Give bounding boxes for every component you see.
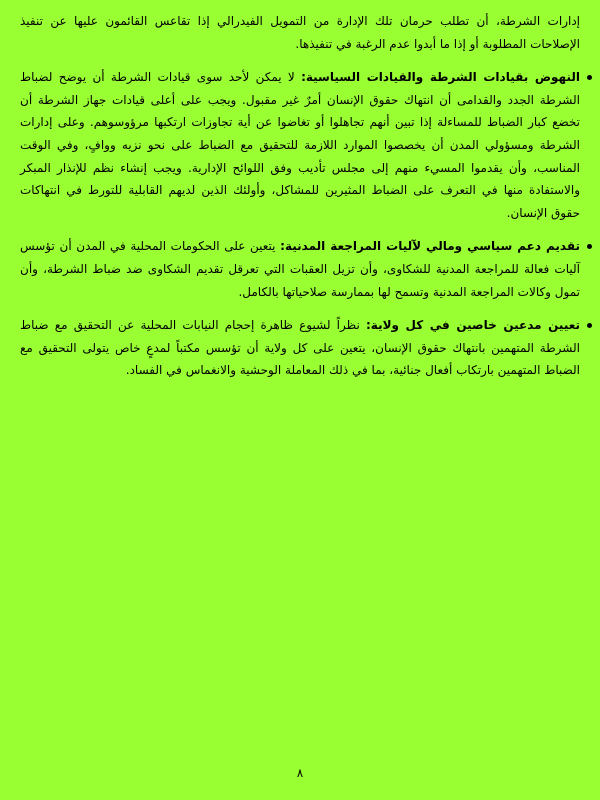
document-body (20, 10, 580, 382)
bullet-icon (587, 244, 592, 249)
page-number: ٨ (296, 766, 304, 780)
item-title: تقديم دعم سياسي ومالي لآليات المراجعة المدنية: (280, 239, 580, 254)
bullet-icon (587, 75, 592, 80)
list-item (20, 235, 580, 303)
bullet-icon (587, 323, 592, 328)
item-title: النهوض بقيادات الشرطة والقيادات السياسية: (301, 70, 580, 85)
list-item (20, 66, 580, 224)
item-body: يتعين على الحكومات المحلية في المدن أن تؤسس آليات فعالة للمراجعة المدنية للشكاوى، وأن تزيل العقبات التي تعرقل تقديم الشكاوى ضد ضباط الشرطة، وأن تمول وكالات المراجعة المدنية وتسمح لها بممارسة صلاحياتها بالكامل. (20, 239, 580, 299)
item-body: نظراً لشيوع ظاهرة إحجام النيابات المحلية عن التحقيق مع ضباط الشرطة المتهمين بانتهاك حقوق الإنسان، يتعين على كل ولاية أن تؤسس مكتباً لمدعٍ خاص يتولى التحقيق مع الضباط المتهمين بارتكاب أفعال جنائية، بما في ذلك المعاملة الوحشية والانغماس في الفساد. (20, 318, 580, 378)
item-body: لا يمكن لأحد سوى قيادات الشرطة أن يوضح لضباط الشرطة الجدد والقدامى أن انتهاك حقوق الإنسان أمرٌ غير مقبول. ويجب على أعلى قيادات جهاز الشرطة أن تخضع كبار الضباط للمساءلة إذا تبين أنهم تجاهلوا أو تغاضوا عن أية تجاوزات ارتكبها مرؤوسوهم. وعلى إدارات الشرطة ومسؤولي المدن أن يخصصوا الموارد اللازمة للتحقيق مع الضباط على نحو نزيه ووافٍ، وفي الوقت المناسب، وأن يقدموا المسيء منهم إلى مجلس تأديب وفق اللوائح الإدارية. ويجب إنشاء نظم للإنذار المبكر والاستفادة منها في التعرف على الضباط المثيرين للمشاكل، وأولئك الذين لديهم القابلية للتورط في انتهاكات حقوق الإنسان. (20, 70, 580, 220)
item-title: تعيين مدعين خاصين في كل ولاية: (366, 318, 580, 333)
intro-paragraph: إدارات الشرطة، أن تطلب حرمان تلك الإدارة من التمويل الفيدرالي إذا تقاعس القائمون عليها عن تنفيذ الإصلاحات المطلوبة أو إذا ما أبدوا عدم الرغبة في تنفيذها. (20, 14, 580, 51)
list-item (20, 314, 580, 382)
